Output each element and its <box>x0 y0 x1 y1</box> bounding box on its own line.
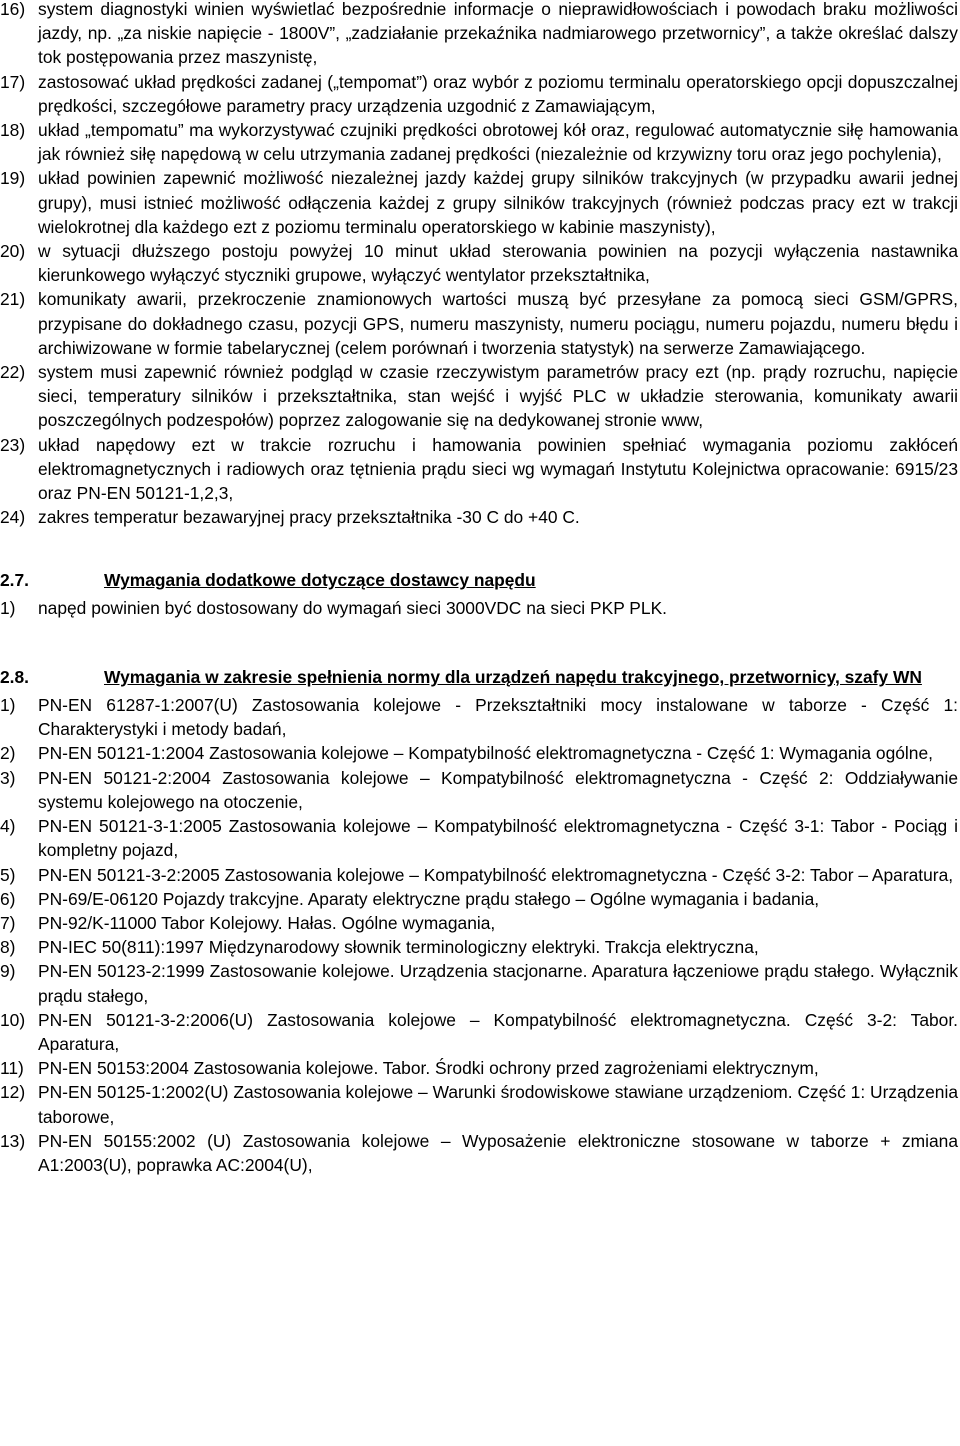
item-text: układ powinien zapewnić możliwość niezależnej jazdy każdej grupy silników trakcyjnych (w przypadku awarii jednej grupy), musi istnieć możliwość odłączenia każdej z grupy silników trakcyjnych (również podczas pracy ezt w trakcji wielokrotnej dla każdego ezt z poziomu terminalu operatorskiego w kabinie maszynisty), <box>38 168 958 237</box>
section-heading <box>0 568 960 592</box>
item-text: PN-EN 50121-1:2004 Zastosowania kolejowe – Kompatybilność elektromagnetyczna - Część 1: Wymagania ogólne, <box>38 743 933 764</box>
item-number: 22) <box>0 362 26 383</box>
item-text: układ „tempomatu” ma wykorzystywać czujniki prędkości obrotowej kół oraz, regulować automatycznie siłę hamowania jak również siłę napędową w celu utrzymania zadanej prędkości (niezależnie od krzywizny toru oraz jego pochylenia), <box>38 120 958 165</box>
item-number: 10) <box>0 1009 26 1030</box>
item-number: 7) <box>0 912 16 933</box>
item-text: PN-EN 50121-3-2:2005 Zastosowania kolejowe – Kompatybilność elektromagnetyczna - Część 3-2: Tabor – Aparatura, <box>38 864 954 885</box>
section-number: 2.8. <box>0 666 30 687</box>
item-number: 24) <box>0 507 26 528</box>
list-item <box>0 70 960 118</box>
list-item <box>0 1080 960 1128</box>
item-number: 4) <box>0 816 16 837</box>
list-item <box>0 1129 960 1177</box>
list-item <box>0 505 960 529</box>
item-number: 1) <box>0 695 16 716</box>
item-number: 20) <box>0 241 26 262</box>
item-number: 16) <box>0 0 26 19</box>
item-number: 5) <box>0 864 16 885</box>
section-number: 2.7. <box>0 570 30 591</box>
item-text: PN-EN 50153:2004 Zastosowania kolejowe. Tabor. Środki ochrony przed zagrożeniami elektrycznym, <box>38 1058 819 1079</box>
list-item <box>0 887 960 911</box>
item-number: 3) <box>0 767 16 788</box>
item-number: 18) <box>0 120 26 141</box>
item-text: PN-EN 50125-1:2002(U) Zastosowania kolejowe – Warunki środowiskowe stawiane urządzeniom. Część 1: Urządzenia taborowe, <box>38 1082 958 1127</box>
item-number: 9) <box>0 961 16 982</box>
section-title: Wymagania w zakresie spełnienia normy dla urządzeń napędu trakcyjnego, przetwornicy, szafy WN <box>104 666 922 687</box>
item-number: 17) <box>0 71 26 92</box>
item-text: w sytuacji dłuższego postoju powyżej 10 minut układ sterowania powinien na pozycji wyłączenia nastawnika kierunkowego wyłączyć styczniki grupowe, wyłączyć wentylator przekształtnika, <box>38 241 958 286</box>
section-2-8 <box>0 665 960 1177</box>
section-2-8-list <box>0 693 960 1177</box>
list-item <box>0 360 960 433</box>
item-number: 2) <box>0 743 16 764</box>
section-2-7 <box>0 568 960 619</box>
list-item <box>0 118 960 166</box>
section-heading <box>0 665 960 689</box>
item-text: układ napędowy ezt w trakcie rozruchu i hamowania powinien spełniać wymagania poziomu zakłóceń elektromagnetycznych i radiowych oraz tętnienia prądu sieci wg wymagań Instytutu Kolejnictwa opracowanie: 6915/23 oraz PN-EN 50121-1,2,3, <box>38 434 958 504</box>
list-item <box>0 741 960 765</box>
item-text: PN-IEC 50(811):1997 Międzynarodowy słownik terminologiczny elektryki. Trakcja elektryczna, <box>38 937 759 958</box>
item-text: PN-EN 50121-3-1:2005 Zastosowania kolejowe – Kompatybilność elektromagnetyczna - Część 3-1: Tabor - Pociąg i kompletny pojazd, <box>38 816 958 861</box>
item-number: 8) <box>0 937 16 958</box>
item-number: 23) <box>0 434 26 455</box>
list-item <box>0 287 960 360</box>
list-item <box>0 0 960 70</box>
section-2-7-list <box>0 596 960 620</box>
list-item <box>0 935 960 959</box>
requirements-list <box>0 0 960 529</box>
item-text: zakres temperatur bezawaryjnej pracy przekształtnika -30 C do +40 C. <box>38 507 580 528</box>
item-number: 6) <box>0 888 16 909</box>
item-number: 13) <box>0 1130 26 1151</box>
list-item <box>0 766 960 814</box>
list-item <box>0 166 960 239</box>
list-item <box>0 239 960 287</box>
section-title: Wymagania dodatkowe dotyczące dostawcy napędu <box>104 570 536 591</box>
list-item <box>0 1056 960 1080</box>
list-item <box>0 693 960 741</box>
item-text: PN-EN 50121-2:2004 Zastosowania kolejowe – Kompatybilność elektromagnetyczna - Część 2: Oddziaływanie systemu kolejowego na otoczenie, <box>38 767 958 812</box>
item-text: PN-92/K-11000 Tabor Kolejowy. Hałas. Ogólne wymagania, <box>38 912 496 933</box>
item-text: PN-EN 61287-1:2007(U) Zastosowania kolejowe - Przekształtniki mocy instalowane w taborze - Część 1: Charakterystyki i metody badań, <box>38 695 958 740</box>
item-number: 19) <box>0 168 26 189</box>
item-number: 11) <box>0 1058 24 1079</box>
list-item <box>0 433 960 506</box>
list-item <box>0 959 960 1007</box>
list-item <box>0 814 960 862</box>
item-text: PN-EN 50123-2:1999 Zastosowanie kolejowe. Urządzenia stacjonarne. Aparatura łączeniowe prądu stałego. Wyłącznik prądu stałego, <box>38 961 958 1006</box>
item-text: PN-69/E-06120 Pojazdy trakcyjne. Aparaty elektryczne prądu stałego – Ogólne wymagania i badania, <box>38 888 820 909</box>
item-text: system musi zapewnić również podgląd w czasie rzeczywistym parametrów pracy ezt (np. prądy rozruchu, napięcie sieci, temperatury silników i przekształtnika, stan wejść i wyjść PLC w układzie sterowania, komunikaty awarii poszczególnych podzespołów) poprzez zalogowanie się na dedykowanej stronie www, <box>38 362 958 431</box>
item-text: zastosować układ prędkości zadanej („tempomat”) oraz wybór z poziomu terminalu operatorskiego opcji dopuszczalnej prędkości, szczegółowe parametry pracy urządzenia uzgodnić z Zamawiającym, <box>38 71 958 116</box>
item-number: 21) <box>0 289 26 310</box>
list-item <box>0 1008 960 1056</box>
list-item <box>0 911 960 935</box>
list-item <box>0 596 960 620</box>
item-text: system diagnostyki winien wyświetlać bezpośrednie informacje o nieprawidłowościach i powodach braku możliwości jazdy, np. „za niskie napięcie - 1800V”, „zadziałanie przekaźnika nadmiarowego przetwornicy”, a także określać dalszy tok postępowania przez maszynistę, <box>38 0 958 68</box>
item-text: napęd powinien być dostosowany do wymagań sieci 3000VDC na sieci PKP PLK. <box>38 597 668 618</box>
item-number: 12) <box>0 1082 26 1103</box>
item-text: PN-EN 50121-3-2:2006(U) Zastosowania kolejowe – Kompatybilność elektromagnetyczna. Część 3-2: Tabor. Aparatura, <box>38 1009 958 1054</box>
item-number: 1) <box>0 597 16 618</box>
list-item <box>0 863 960 887</box>
item-text: komunikaty awarii, przekroczenie znamionowych wartości muszą być przesyłane za pomocą sieci GSM/GPRS, przypisane do dokładnego czasu, pozycji GPS, numeru maszynisty, numeru pociągu, numeru pojazdu, numeru błędu i archiwizowane w formie tabelarycznej (celem porównań i tworzenia statystyk) na serwerze Zamawiającego. <box>38 289 958 358</box>
item-text: PN-EN 50155:2002 (U) Zastosowania kolejowe – Wyposażenie elektroniczne stosowane w taborze + zmiana A1:2003(U), poprawka AC:2004(U), <box>38 1130 958 1175</box>
